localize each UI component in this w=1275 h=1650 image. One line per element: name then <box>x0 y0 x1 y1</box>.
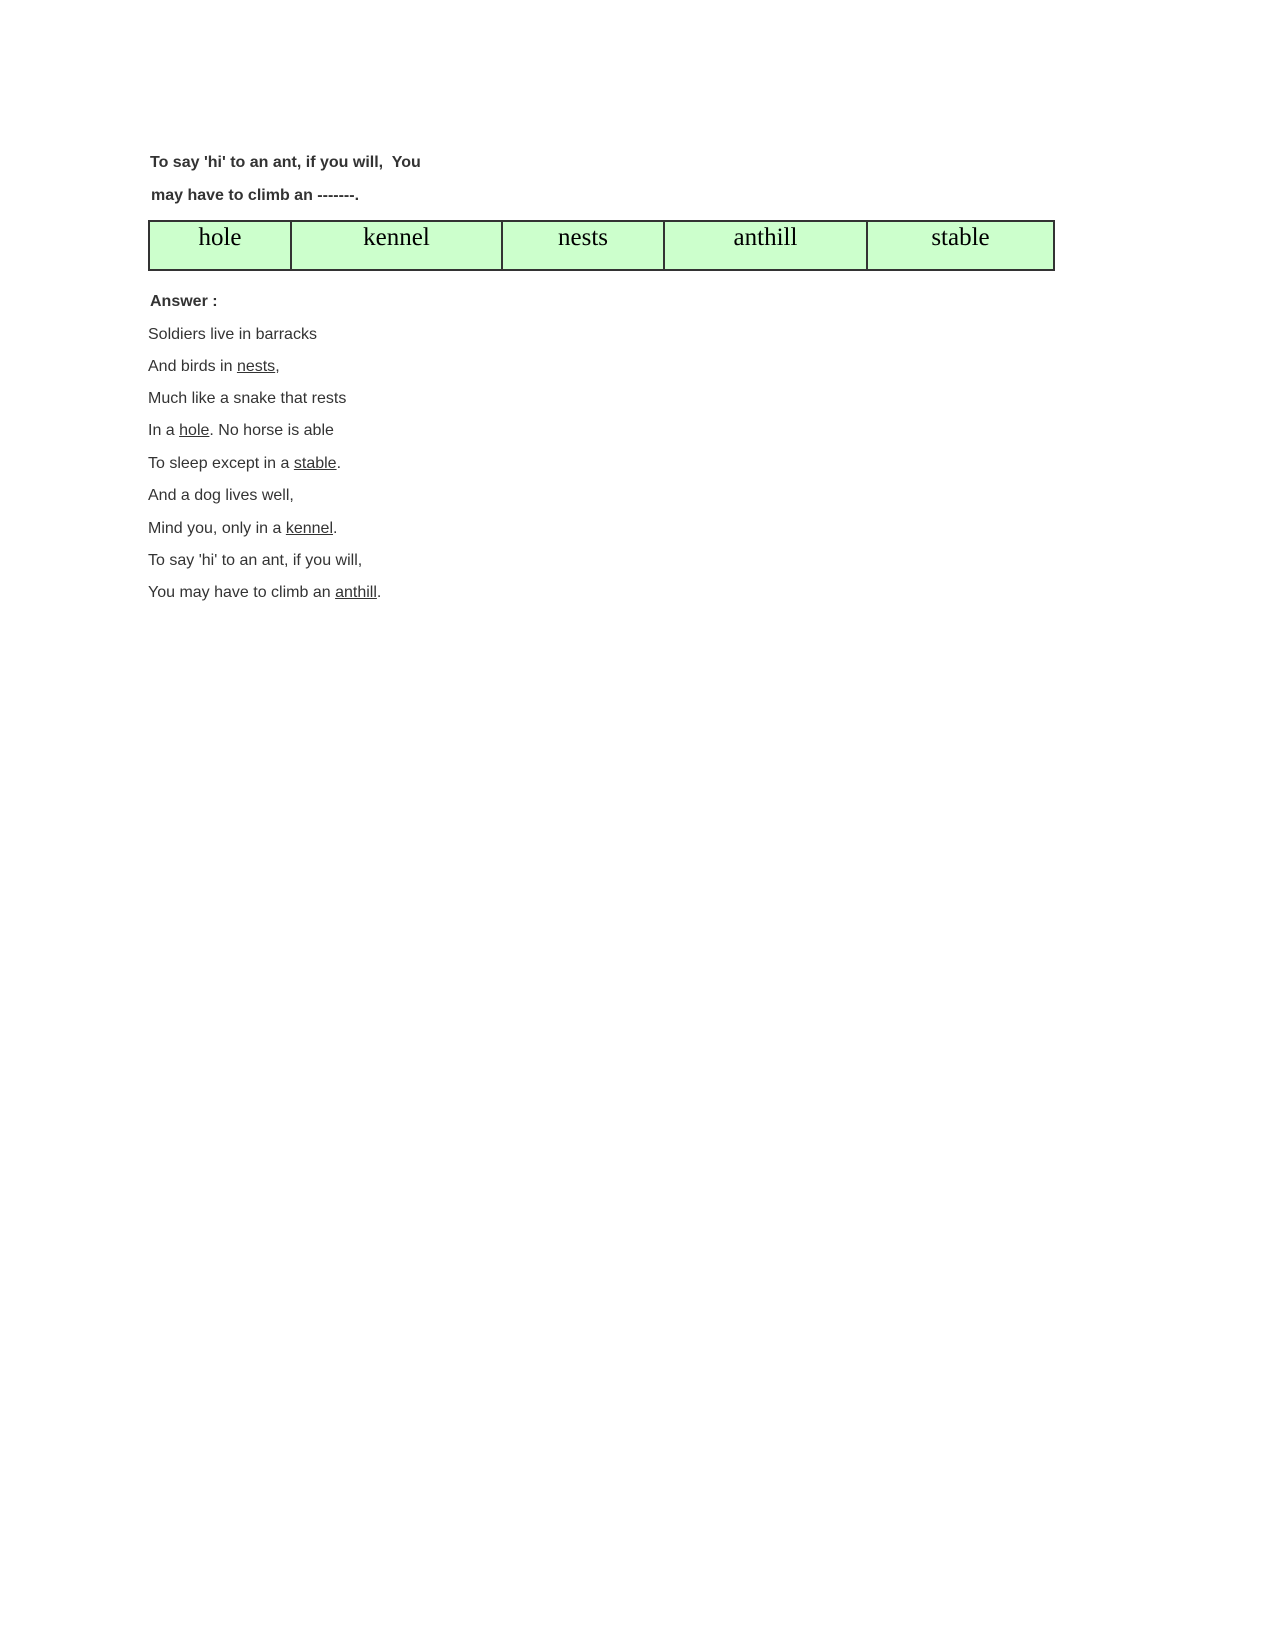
poem-line: And a dog lives well, <box>148 487 294 504</box>
poem-line: In a hole. No horse is able <box>148 422 334 439</box>
poem-line: Soldiers live in barracks <box>148 326 317 343</box>
options-row <box>149 221 1054 270</box>
options-table <box>148 220 1055 271</box>
poem-line: You may have to climb an anthill. <box>148 584 382 601</box>
poem-line: Much like a snake that rests <box>148 390 347 407</box>
answer-word: stable <box>293 455 337 472</box>
answer-word: kennel <box>285 520 334 537</box>
option-cell: anthill <box>664 221 867 270</box>
poem-line: To say 'hi' to an ant, if you will, <box>148 552 363 569</box>
poem-line: And birds in nests, <box>148 358 280 375</box>
option-cell: hole <box>149 221 291 270</box>
option-cell: stable <box>867 221 1054 270</box>
option-cell: kennel <box>291 221 502 270</box>
poem-line: To sleep except in a stable. <box>148 455 342 472</box>
question-line-1: To say 'hi' to an ant, if you will, You <box>150 154 421 171</box>
poem-line: Mind you, only in a kennel. <box>148 520 338 537</box>
answer-label: Answer : <box>150 293 218 310</box>
option-cell: nests <box>502 221 664 270</box>
answer-word: anthill <box>335 584 377 601</box>
answer-word: nests <box>236 358 276 375</box>
question-line-2: may have to climb an -------. <box>151 187 360 204</box>
answer-word: hole <box>179 422 210 439</box>
